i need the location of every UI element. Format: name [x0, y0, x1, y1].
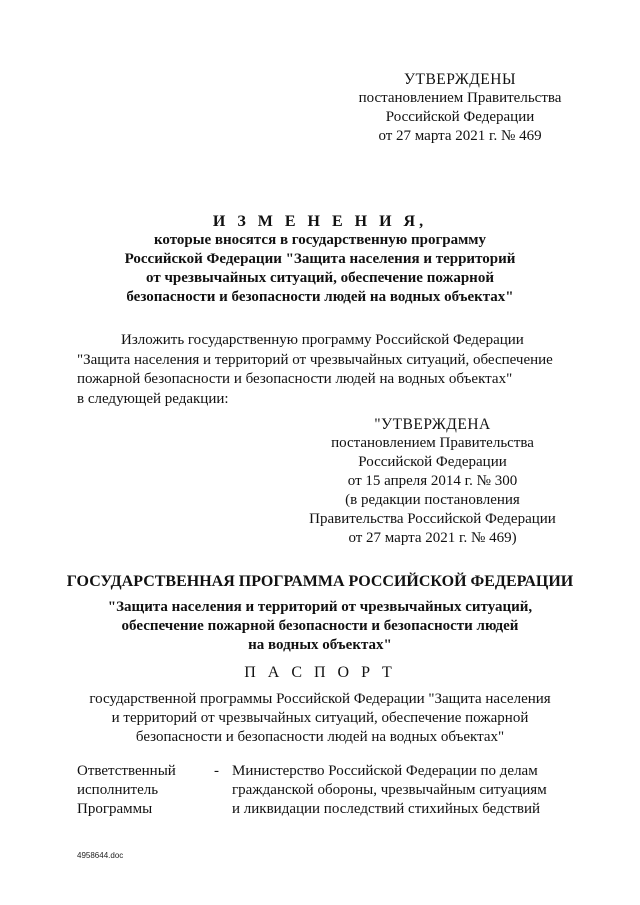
passport-heading: П А С П О Р Т [244, 664, 396, 681]
changes-line: Российской Федерации "Защита населения и территорий [124, 251, 516, 267]
row-dash: - [214, 763, 219, 779]
program-title: ГОСУДАРСТВЕННАЯ ПРОГРАММА РОССИЙСКОЙ ФЕДЕРАЦИИ [66, 573, 574, 590]
program-approval-stamp [300, 415, 565, 548]
program-approval-line: от 27 марта 2021 г. № 469) [348, 530, 517, 546]
program-approval-line: от 15 апреля 2014 г. № 300 [347, 473, 518, 489]
program-approval-line: Правительства Российской Федерации [309, 511, 556, 527]
responsible-label [77, 762, 197, 819]
document-id: 4958644.doc [77, 851, 124, 860]
program-subtitle-line: обеспечение пожарной безопасности и безопасности людей [121, 618, 519, 634]
approval-stamp [330, 70, 590, 146]
program-subtitle-line: "Защита населения и территорий от чрезвычайных ситуаций, [107, 599, 533, 615]
paragraph-line: в следующей редакции: [77, 390, 229, 407]
paragraph-line: Изложить государственную программу Российской Федерации [121, 332, 524, 348]
responsible-label-line: Ответственный [77, 763, 176, 779]
body-paragraph [77, 331, 567, 409]
changes-heading: И З М Е Н Е Н И Я, [212, 213, 428, 230]
passport-description [70, 690, 570, 747]
changes-line: от чрезвычайных ситуаций, обеспечение пожарной [146, 270, 494, 286]
responsible-label-line: Программы [77, 801, 153, 817]
program-approval-line: (в редакции постановления [345, 492, 520, 508]
program-subtitle-line: на водных объектах" [248, 637, 392, 653]
responsible-value-line: Министерство Российской Федерации по делам [232, 763, 538, 779]
changes-line: безопасности и безопасности людей на водных объектах" [126, 289, 514, 305]
paragraph-line: "Защита населения и территорий от чрезвычайных ситуаций, обеспечение [77, 351, 553, 368]
responsible-label-line: исполнитель [77, 782, 159, 798]
responsible-value-line: гражданской обороны, чрезвычайным ситуациям [232, 782, 547, 798]
program-subtitle [80, 598, 560, 655]
program-approval-line: Российской Федерации [358, 454, 507, 470]
program-approval-line: постановлением Правительства [331, 435, 534, 451]
program-approval-heading: "УТВЕРЖДЕНА [374, 416, 491, 433]
paragraph-line: пожарной безопасности и безопасности людей на водных объектах" [77, 371, 513, 387]
approval-line: постановлением Правительства [358, 90, 562, 106]
passport-line: государственной программы Российской Федерации "Защита населения [89, 691, 551, 707]
passport-line: безопасности и безопасности людей на водных объектах" [135, 729, 505, 745]
responsible-value [232, 762, 572, 819]
approval-line: Российской Федерации [385, 109, 535, 125]
passport-line: и территорий от чрезвычайных ситуаций, обеспечение пожарной [111, 710, 529, 726]
approval-line: от 27 марта 2021 г. № 469 [378, 128, 542, 144]
changes-line: которые вносятся в государственную программу [153, 232, 487, 248]
approval-heading: УТВЕРЖДЕНЫ [404, 71, 516, 88]
responsible-value-line: и ликвидации последствий стихийных бедствий [232, 801, 541, 817]
changes-title [80, 212, 560, 307]
